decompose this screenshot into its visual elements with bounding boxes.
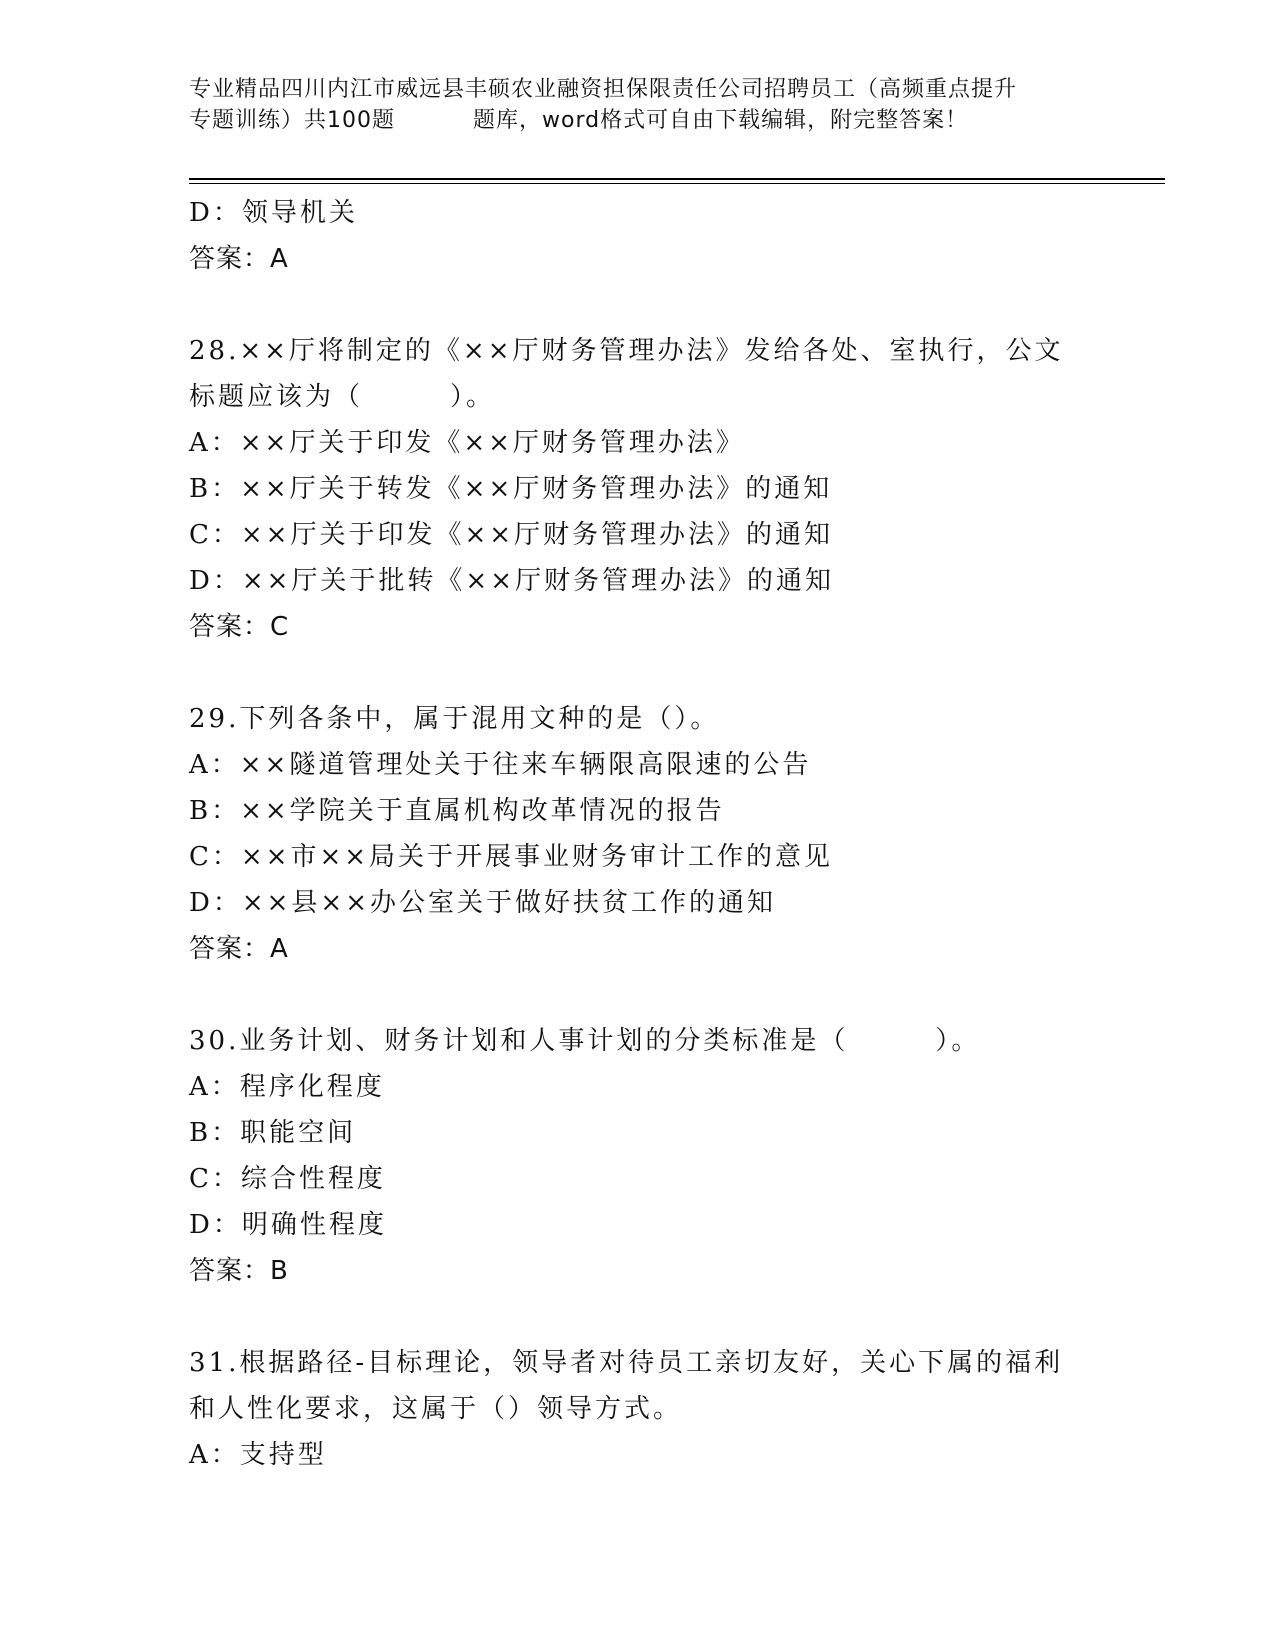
document-header: [189, 74, 1109, 136]
answer: 答案：B: [189, 1256, 289, 1286]
option-a: A：程序化程度: [189, 1072, 385, 1102]
question-stem: 28.××厅将制定的《××厅财务管理办法》发给各处、室执行，公文: [189, 336, 1064, 366]
question-stem-continued: 和人性化要求，这属于（）领导方式。: [189, 1394, 683, 1424]
option-d: D：××县××办公室关于做好扶贫工作的通知: [189, 888, 776, 918]
header-divider-thin: [189, 183, 1165, 184]
option-a: A：支持型: [189, 1440, 327, 1470]
header-line-2-part-b: 题库，word格式可自由下载编辑，附完整答案！: [473, 108, 969, 133]
question-stem: 29.下列各条中，属于混用文种的是（）。: [189, 704, 720, 734]
option-b: B：职能空间: [189, 1118, 357, 1148]
question-29: [189, 696, 1149, 972]
question-28: [189, 328, 1149, 650]
option-b: B：××学院关于直属机构改革情况的报告: [189, 796, 725, 826]
answer: 答案：C: [189, 612, 290, 642]
option-c: C：××市××局关于开展事业财务审计工作的意见: [189, 842, 834, 872]
question-stem-continued: 标题应该为（ ）。: [189, 382, 496, 412]
option-c: C：××厅关于印发《××厅财务管理办法》的通知: [189, 520, 834, 550]
option-a: A：××厅关于印发《××厅财务管理办法》: [189, 428, 745, 458]
question-stem: 30.业务计划、财务计划和人事计划的分类标准是（ ）。: [189, 1026, 981, 1056]
question-30: [189, 1018, 1149, 1294]
question-stem: 31.根据路径-目标理论，领导者对待员工亲切友好，关心下属的福利: [189, 1348, 1064, 1378]
header-line-2: [189, 105, 1109, 136]
header-line-2-part-a: 专题训练）共100题: [189, 108, 395, 133]
option-d: D：领导机关: [189, 198, 358, 228]
previous-question-tail: [189, 190, 1149, 282]
option-d: D：××厅关于批转《××厅财务管理办法》的通知: [189, 566, 834, 596]
option-d: D：明确性程度: [189, 1210, 387, 1240]
option-a: A：××隧道管理处关于往来车辆限高限速的公告: [189, 750, 812, 780]
answer: 答案：A: [189, 934, 289, 964]
option-c: C：综合性程度: [189, 1164, 386, 1194]
header-line-1: 专业精品四川内江市威远县丰硕农业融资担保限责任公司招聘员工（高频重点提升: [189, 77, 1018, 102]
header-divider-thick: [189, 178, 1165, 180]
question-31: [189, 1340, 1149, 1478]
option-b: B：××厅关于转发《××厅财务管理办法》的通知: [189, 474, 833, 504]
answer: 答案：A: [189, 244, 289, 274]
question-content: [189, 190, 1149, 1478]
